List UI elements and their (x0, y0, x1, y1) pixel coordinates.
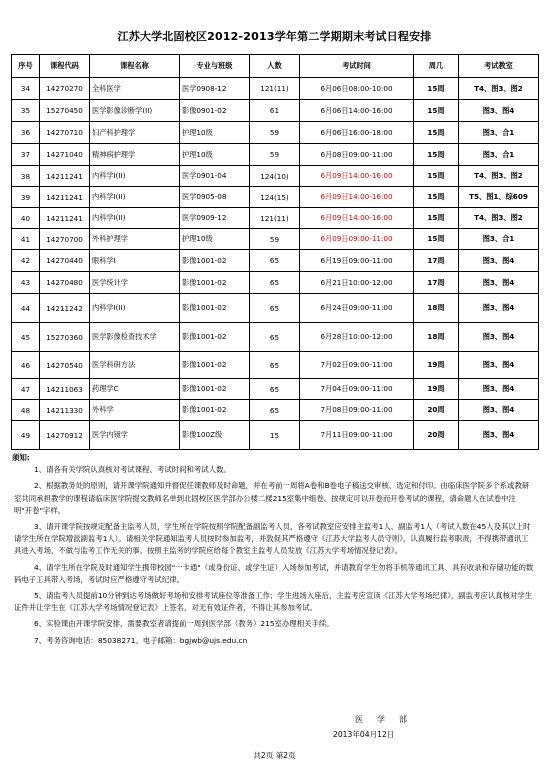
cell-day: 20周 (414, 400, 459, 421)
cell-no: 42 (12, 250, 40, 272)
cell-no: 48 (12, 400, 40, 421)
cell-room: T5、图1、综609 (459, 187, 539, 208)
table-row (12, 250, 539, 272)
cell-day: 15周 (414, 78, 459, 100)
cell-code: 14270540 (40, 352, 90, 379)
page-footer: 共2页 第2页 (253, 751, 296, 760)
cell-day: 15周 (414, 100, 459, 122)
signature: 医学部 (355, 715, 421, 724)
note-item: 7、考务咨询电话：85038271。电子邮箱：bgjwb@ujs.edu.cn (34, 635, 248, 645)
cell-time: 7月11日09:00-11:00 (300, 421, 414, 450)
cell-time: 7月04日09:00-11:00 (300, 379, 414, 400)
cell-course: 全科医学 (90, 78, 180, 100)
cell-class: 护理10级 (180, 229, 250, 250)
cell-course: 妇产科护理学 (90, 122, 180, 144)
column-header: 人数 (250, 55, 300, 78)
cell-room: 图3、图4 (459, 379, 539, 400)
cell-count: 59 (250, 122, 300, 144)
cell-code: 15270450 (40, 100, 90, 122)
cell-course: 医学影像诊断学(II) (90, 100, 180, 122)
cell-time: 6月09日09:00-11:00 (300, 229, 414, 250)
cell-count: 121(11) (250, 208, 300, 229)
table-row (12, 421, 539, 450)
column-header: 考试教室 (459, 55, 539, 78)
cell-time: 6月21日10:00-12:00 (300, 272, 414, 294)
cell-code: 14270270 (40, 78, 90, 100)
notes-heading: 须知: (12, 453, 30, 462)
cell-code: 14270440 (40, 250, 90, 272)
note-item: 6、实验课由开课学院安排，需要教室者请提前一周到医学部（教务）215室办理相关手续。 (34, 619, 334, 629)
cell-room: 图3、合1 (459, 144, 539, 166)
cell-count: 65 (250, 250, 300, 272)
issue-date: 2013年04月12日 (333, 730, 395, 739)
note-item: 2、根据教务处的原则，请开课学院通知并督促任课教师及时命题，并在考前一周将A卷和B卷电子稿送交审核、选定和付印。由临床医学院多个系或教研室共同承担教学的课程请临床医学院提交教师名单到北固校区医学部办公楼二楼215室集中组卷。按规定可以开卷而开卷考试的课程，请命题人在试卷中注明"开卷"字样。 (14, 481, 530, 515)
cell-class: 影像1001-02 (180, 400, 250, 421)
cell-time: 6月19日09:00-11:00 (300, 250, 414, 272)
table-row (12, 122, 539, 144)
table-row (12, 400, 539, 421)
cell-day: 17周 (414, 272, 459, 294)
cell-code: 15270360 (40, 323, 90, 352)
table-row (12, 229, 539, 250)
cell-count: 65 (250, 400, 300, 421)
cell-count: 65 (250, 352, 300, 379)
cell-time: 6月09日14:00-16:00 (300, 166, 414, 187)
cell-time: 6月09日14:00-16:00 (300, 208, 414, 229)
cell-code: 14270710 (40, 122, 90, 144)
cell-class: 影像1001-02 (180, 250, 250, 272)
cell-no: 40 (12, 208, 40, 229)
cell-room: T4、图3、图2 (459, 208, 539, 229)
cell-room: 图3、合1 (459, 229, 539, 250)
cell-course: 内科学I(II) (90, 208, 180, 229)
cell-room: 图3、图4 (459, 400, 539, 421)
cell-course: 精神病护理学 (90, 144, 180, 166)
table-header-row (12, 55, 539, 78)
column-header: 周几 (414, 55, 459, 78)
cell-room: T4、图3、图2 (459, 78, 539, 100)
cell-course: 眼科学I (90, 250, 180, 272)
cell-time: 6月06日08:00-10:00 (300, 78, 414, 100)
cell-count: 65 (250, 323, 300, 352)
cell-course: 内科学I(II) (90, 187, 180, 208)
cell-no: 45 (12, 323, 40, 352)
table-row (12, 78, 539, 100)
cell-class: 护理10级 (180, 122, 250, 144)
cell-time: 6月09日14:00-16:00 (300, 187, 414, 208)
cell-class: 护理10级 (180, 144, 250, 166)
cell-day: 19周 (414, 379, 459, 400)
page-title: 江苏大学北固校区2012-2013学年第二学期期末考试日程安排 (117, 30, 432, 43)
column-header: 课程名称 (90, 55, 180, 78)
cell-room: T4、图3、图2 (459, 166, 539, 187)
cell-day: 15周 (414, 229, 459, 250)
column-header: 课程代码 (40, 55, 90, 78)
cell-no: 38 (12, 166, 40, 187)
cell-room: 图3、图4 (459, 272, 539, 294)
cell-class: 影像1001-02 (180, 352, 250, 379)
cell-day: 15周 (414, 144, 459, 166)
cell-time: 6月24日09:00-11:00 (300, 294, 414, 323)
cell-no: 47 (12, 379, 40, 400)
cell-class: 影像1001-02 (180, 379, 250, 400)
cell-count: 121(11) (250, 78, 300, 100)
cell-room: 图3、图4 (459, 100, 539, 122)
column-header: 考试时间 (300, 55, 414, 78)
cell-time: 7月02日09:00-11:00 (300, 352, 414, 379)
cell-no: 41 (12, 229, 40, 250)
cell-class: 医学0909-12 (180, 208, 250, 229)
cell-day: 15周 (414, 187, 459, 208)
cell-code: 14211241 (40, 208, 90, 229)
table-row (12, 323, 539, 352)
cell-no: 36 (12, 122, 40, 144)
table-row (12, 272, 539, 294)
cell-room: 图3、图4 (459, 250, 539, 272)
cell-class: 影像1001-02 (180, 323, 250, 352)
cell-code: 14270480 (40, 272, 90, 294)
note-item: 3、请开课学院按规定配备主监考人员，学生所在学院按照学院配备副监考人员，各考试教室应安排主监考1人、副监考1人（考试人数在45人及其以上时请学生所在学院增派副监考1人）。请相关学院通知监考人员按时参加监考，并敦促其严格遵守《江苏大学监考人员守则》，认真履行监考职责，不得携带通讯工具进入考场，不做与监考工作无关的事。按照主监考的学院应给每个教室主监考人员发放《江苏大学考场情况登记表》。 (14, 522, 531, 556)
table-row (12, 100, 539, 122)
note-item: 5、请监考人员提前10分钟到达考场做好考场和安排考试座位等准备工作；学生进场入座后，主监考应宣读《江苏大学考场纪律》，副监考应认真核对学生证件并让学生在《江苏大学考场情况登记表》上签名，对无有效证件者，不得让其参加考试。 (14, 591, 533, 613)
cell-course: 医学统计学 (90, 272, 180, 294)
cell-day: 18周 (414, 323, 459, 352)
cell-no: 35 (12, 100, 40, 122)
cell-class: 影像100Z级 (180, 421, 250, 450)
note-item: 4、请学生所在学院及时通知学生携带校园"一卡通"（或身份证、或学生证）入场参加考试，并请教育学生勿将手机等通讯工具、具有收录和存储功能的数码电子工具带入考场，考试时应严格遵守考试纪律。 (14, 562, 534, 584)
cell-count: 65 (250, 272, 300, 294)
cell-class: 医学0901-04 (180, 166, 250, 187)
cell-class: 医学0908-12 (180, 78, 250, 100)
table-row (12, 294, 539, 323)
notes-section (14, 452, 534, 651)
cell-code: 14211241 (40, 166, 90, 187)
exam-schedule-table (11, 54, 539, 450)
cell-course: 药理学C (90, 379, 180, 400)
cell-course: 医学科研方法 (90, 352, 180, 379)
cell-course: 内科学I(II) (90, 166, 180, 187)
cell-room: 图3、图4 (459, 352, 539, 379)
cell-day: 18周 (414, 294, 459, 323)
cell-day: 17周 (414, 250, 459, 272)
cell-code: 14270912 (40, 421, 90, 450)
cell-code: 14211063 (40, 379, 90, 400)
cell-count: 124(15) (250, 187, 300, 208)
cell-day: 19周 (414, 352, 459, 379)
table-row (12, 187, 539, 208)
table-body (12, 78, 539, 450)
cell-code: 14211330 (40, 400, 90, 421)
note-item: 1、请各有关学院认真核对考试课程、考试时间和考试人数。 (34, 465, 231, 475)
column-header: 专业与班级 (180, 55, 250, 78)
cell-no: 49 (12, 421, 40, 450)
cell-no: 37 (12, 144, 40, 166)
cell-code: 14271040 (40, 144, 90, 166)
cell-count: 59 (250, 144, 300, 166)
cell-class: 影像0901-02 (180, 100, 250, 122)
cell-count: 65 (250, 294, 300, 323)
cell-no: 46 (12, 352, 40, 379)
cell-course: 外科学 (90, 400, 180, 421)
table-row (12, 166, 539, 187)
cell-no: 43 (12, 272, 40, 294)
column-header: 序号 (12, 55, 40, 78)
cell-room: 图3、合1 (459, 122, 539, 144)
cell-no: 34 (12, 78, 40, 100)
cell-course: 外科护理学 (90, 229, 180, 250)
cell-course: 内科学I(II) (90, 294, 180, 323)
cell-day: 15周 (414, 208, 459, 229)
cell-room: 图3、图4 (459, 323, 539, 352)
cell-class: 影像1001-02 (180, 294, 250, 323)
cell-day: 15周 (414, 166, 459, 187)
table-row (12, 144, 539, 166)
cell-no: 44 (12, 294, 40, 323)
cell-room: 图3、图4 (459, 294, 539, 323)
cell-count: 59 (250, 229, 300, 250)
cell-day: 15周 (414, 122, 459, 144)
cell-class: 影像1001-02 (180, 272, 250, 294)
table-row (12, 352, 539, 379)
cell-time: 6月06日16:00-18:00 (300, 122, 414, 144)
cell-time: 6月28日10:00-12:00 (300, 323, 414, 352)
cell-code: 14211242 (40, 294, 90, 323)
cell-time: 6月08日09:00-11:00 (300, 144, 414, 166)
cell-count: 65 (250, 379, 300, 400)
cell-count: 124(10) (250, 166, 300, 187)
cell-course: 医学内镜学 (90, 421, 180, 450)
cell-course: 医学影像检查技术学 (90, 323, 180, 352)
table-row (12, 208, 539, 229)
cell-count: 61 (250, 100, 300, 122)
cell-time: 6月06日14:00-16:00 (300, 100, 414, 122)
cell-time: 7月08日09:00-11:00 (300, 400, 414, 421)
cell-code: 14211241 (40, 187, 90, 208)
cell-no: 39 (12, 187, 40, 208)
cell-code: 14270700 (40, 229, 90, 250)
cell-room: 图3、图4 (459, 421, 539, 450)
table-row (12, 379, 539, 400)
cell-class: 医学0905-08 (180, 187, 250, 208)
cell-count: 15 (250, 421, 300, 450)
cell-day: 20周 (414, 421, 459, 450)
